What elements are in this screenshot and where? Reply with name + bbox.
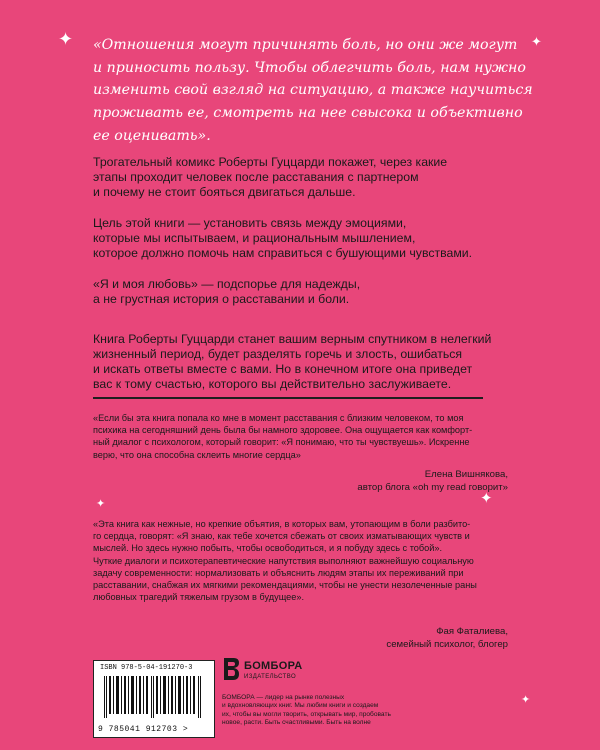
publisher-logo xyxy=(222,654,342,690)
review-line: расставании, снабжая их мягкими рекомендациями, чтобы не унести незолеченные раны xyxy=(93,580,477,591)
author-name: Фая Фаталиева, xyxy=(436,626,508,637)
intro-line: которые мы испытываем, и рациональным мышлением, xyxy=(93,231,416,245)
intro-line: «Я и моя любовь» — подспорье для надежды, xyxy=(93,277,361,291)
intro-line: этапы проходит человек после расставания с партнером xyxy=(93,170,419,184)
publisher-blurb xyxy=(222,694,422,727)
callout-line: вас к тому счастью, которого вы действительно заслуживаете. xyxy=(93,377,452,391)
review-line: «Эта книга как нежные, но крепкие объятия, в которых вам, утопающим в боли разбито- xyxy=(93,519,471,529)
top-quote-line: проживать ее, смотреть на нее свысока и объективно xyxy=(93,105,523,122)
sparkle-icon: ✦ xyxy=(480,490,493,507)
review-line: «Если бы эта книга попала ко мне в момент расставания с близким человеком, то моя xyxy=(93,413,464,423)
sparkle-icon: ✦ xyxy=(521,694,531,706)
review-quote-2 xyxy=(93,518,523,603)
blurb-line: новое, расти. Быть счастливыми. Быть на волне xyxy=(222,718,371,726)
bombora-logo-icon xyxy=(222,656,240,682)
callout-line: Книга Роберты Гуццарди станет вашим верным спутником в нелегкий xyxy=(93,332,492,346)
review-line: ный диалог с психологом, который говорит: «Я понимаю, что ты чувствуешь». Искренне xyxy=(93,437,470,448)
review-line: верю, что она способна склеить многие сердца» xyxy=(93,449,301,460)
review-line: психика на сегодняшний день была бы намного здоровее. Она ощущается как комфорт- xyxy=(93,425,473,436)
author-role: семейный психолог, блогер xyxy=(386,638,508,650)
review-line: любовных трагедий тяжелым грузом в будущее». xyxy=(93,592,305,603)
callout-text xyxy=(93,332,533,392)
barcode xyxy=(93,660,215,738)
top-quote-line: и приносить пользу. Чтобы облегчить боль, нам нужно xyxy=(93,59,526,76)
intro-paragraph xyxy=(93,155,533,200)
callout-line: жизненный период, будет разделять горечь и злость, ошибаться xyxy=(93,347,463,361)
review-line: задачу современности: нормализовать и объяснить людям этапы их переживаний при xyxy=(93,567,464,578)
publisher-subtitle: ИЗДАТЕЛЬСТВО xyxy=(244,674,297,680)
divider-line xyxy=(93,397,483,399)
publisher-name: БОМБОРА xyxy=(244,660,303,672)
review-1-author xyxy=(357,469,508,494)
intro-paragraph xyxy=(93,277,533,307)
intro-line: и почему не стоит бояться двигаться дальше. xyxy=(93,185,356,199)
top-quote-line: изменить свой взгляд на ситуацию, а также научиться xyxy=(93,82,533,99)
review-2-author xyxy=(386,626,508,651)
review-quote-1 xyxy=(93,412,523,461)
top-quote-line: «Отношения могут причинять боль, но они же могут xyxy=(93,37,518,53)
blurb-line: их, чтобы вы могли творить, открывать мир, пробовать xyxy=(222,710,391,718)
barcode-bars xyxy=(104,676,204,718)
intro-line: Трогательный комикс Роберты Гуццарди покажет, через какие xyxy=(93,155,448,169)
intro-text xyxy=(93,155,533,323)
top-quote-line: ее оценивать». xyxy=(93,127,211,144)
sparkle-icon: ✦ xyxy=(531,34,542,49)
barcode-number: 9 785041 912703 > xyxy=(98,725,189,734)
top-quote xyxy=(93,34,533,148)
author-name: Елена Вишнякова, xyxy=(424,469,508,480)
author-role: автор блога «oh my read говорит» xyxy=(357,481,508,493)
blurb-line: БОМБОРА — лидер на рынке полезных xyxy=(222,694,345,701)
review-line: мыслей. Но здесь нужно побыть, чтобы освободиться, и я побуду здесь с тобой». xyxy=(93,543,443,554)
review-line: Чуткие диалоги и психотерапевтические напутствия выполняют важнейшую социальную xyxy=(93,555,474,566)
review-line: го сердца, говорят: «Я знаю, как тебе хочется сбежать от своих изматывающих чувств и xyxy=(93,531,470,542)
blurb-line: и вдохновляющих книг. Мы любим книги и создаем xyxy=(222,702,379,710)
sparkle-icon: ✦ xyxy=(96,498,106,510)
isbn-label: ISBN 978-5-04-191270-3 xyxy=(100,664,193,672)
intro-line: а не грустная история о расставании и боли. xyxy=(93,292,350,306)
intro-line: Цель этой книги — установить связь между эмоциями, xyxy=(93,216,407,230)
intro-paragraph xyxy=(93,216,533,261)
callout-line: и искать ответы вместе с вами. Но в конечном итоге она приведет xyxy=(93,362,473,376)
intro-line: которое должно помочь нам справиться с бушующими чувствами. xyxy=(93,246,473,260)
sparkle-icon: ✦ xyxy=(58,29,74,49)
